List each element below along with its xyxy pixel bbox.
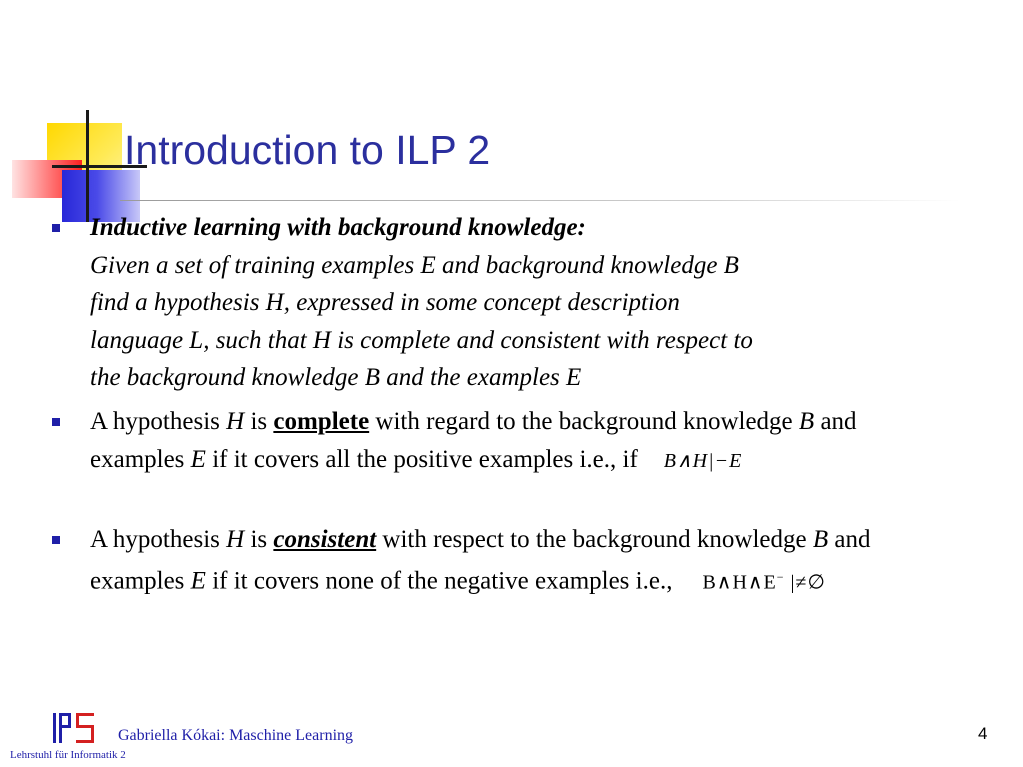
text-run: with respect to the background knowledge xyxy=(376,526,813,553)
term-complete: complete xyxy=(273,408,370,435)
institute-logo-icon xyxy=(52,712,96,744)
bullet-complete xyxy=(90,403,920,480)
term-consistent: consistent xyxy=(273,526,377,553)
var-h: H xyxy=(226,526,245,553)
text-run: with regard to the background knowledge xyxy=(369,408,799,435)
text-run: if it covers none of the negative examples i.e., xyxy=(205,567,673,595)
var-e: E xyxy=(190,567,206,595)
bullet-marker xyxy=(52,536,60,544)
bullet-line: the background knowledge B and the examples E xyxy=(90,364,582,391)
footer-author: Gabriella Kókai: Maschine Learning xyxy=(118,727,354,744)
slide-title: Introduction to ILP 2 xyxy=(124,127,491,173)
bullet-marker xyxy=(52,224,60,232)
text-run: is xyxy=(244,408,274,435)
text-run: A hypothesis xyxy=(90,526,227,553)
text-run: A hypothesis xyxy=(90,408,227,435)
bullet-consistent xyxy=(90,521,920,602)
text-run: and examples xyxy=(90,526,871,595)
formula-consistent xyxy=(702,559,825,602)
text-run: is xyxy=(244,526,274,553)
text-run: if it covers all the positive examples i.e., if xyxy=(205,445,638,473)
title-rule xyxy=(120,200,960,201)
bullet-marker xyxy=(52,418,60,426)
bullet-line: find a hypothesis H, expressed in some concept description xyxy=(90,289,680,316)
bullet-inductive-learning xyxy=(90,209,920,397)
footer-chair: Lehrstuhl für Informatik 2 xyxy=(10,749,126,761)
text-run: and examples xyxy=(90,408,857,473)
var-h: H xyxy=(226,408,245,435)
formula-complete: B∧H|−E xyxy=(663,449,743,472)
formula-sup: − xyxy=(776,569,785,584)
var-b: B xyxy=(812,526,829,553)
bullet-line: language L, such that H is complete and consistent with respect to xyxy=(90,326,753,354)
var-e: E xyxy=(190,445,206,473)
page-number: 4 xyxy=(978,724,988,743)
var-b: B xyxy=(798,408,815,435)
formula-tail: |≠∅ xyxy=(784,571,826,594)
formula-main: B∧H∧E xyxy=(702,571,777,594)
bullet-line: Given a set of training examples E and background knowledge B xyxy=(90,251,739,279)
bullet-heading: Inductive learning with background knowledge: xyxy=(90,214,586,241)
